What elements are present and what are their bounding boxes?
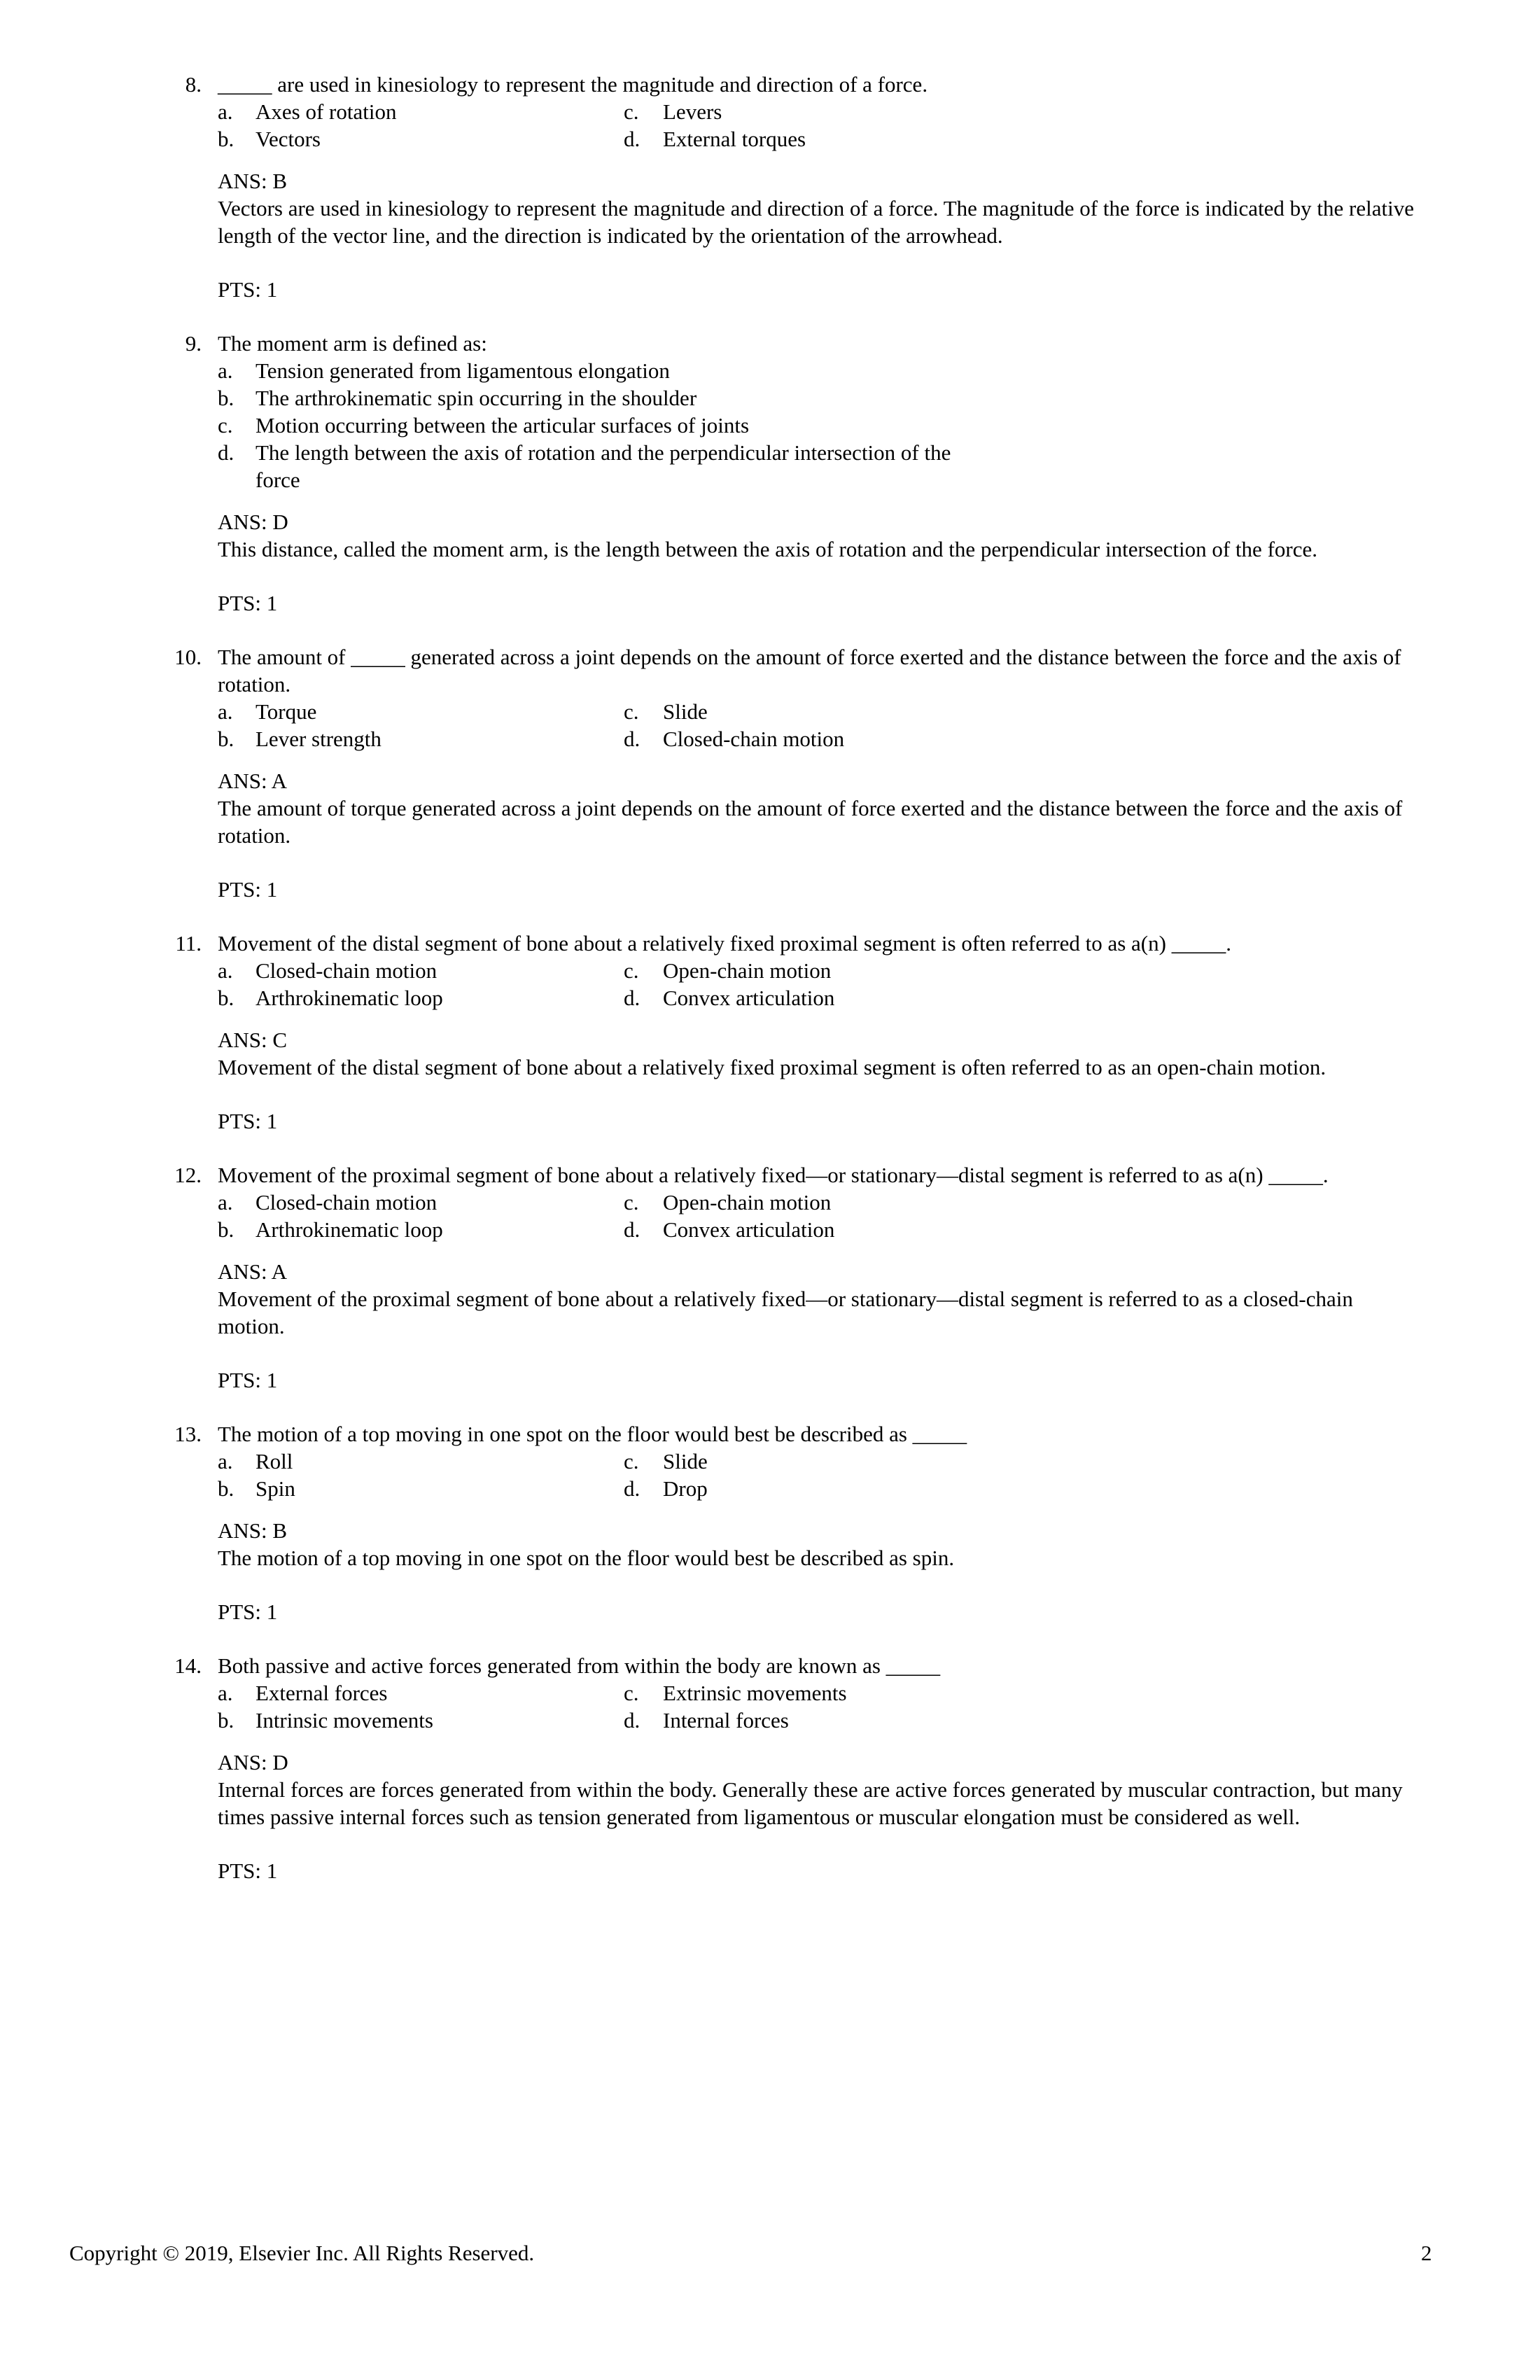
option-letter: d. — [624, 127, 640, 151]
option-text: Intrinsic movements — [255, 1708, 433, 1732]
option-letter: c. — [624, 1190, 639, 1214]
points: PTS: 1 — [218, 1368, 278, 1392]
option-letter: d. — [624, 1476, 640, 1501]
option-row — [0, 1216, 1540, 1243]
points: PTS: 1 — [218, 1858, 278, 1883]
answer-explanation: The motion of a top moving in one spot on the floor would best be described as spin. — [218, 1546, 955, 1570]
option-letter: a. — [218, 1449, 233, 1474]
option-letter: c. — [218, 413, 233, 438]
option-text: Internal forces — [663, 1708, 789, 1732]
option-letter: b. — [218, 1217, 234, 1242]
option-letter: d. — [218, 440, 234, 465]
option-row — [0, 98, 1540, 125]
option-text: Tension generated from ligamentous elongation — [255, 358, 670, 383]
question-block — [0, 1420, 1540, 1625]
answer-key: ANS: A — [218, 769, 288, 793]
option-letter: c. — [624, 99, 639, 124]
answer-options — [0, 1679, 1540, 1734]
option-row — [0, 439, 1540, 493]
option-letter: a. — [218, 1190, 233, 1214]
question-stem — [0, 71, 1422, 98]
option-letter: a. — [218, 958, 233, 983]
question-stem — [0, 1161, 1422, 1189]
option-row — [0, 984, 1540, 1011]
option-letter: d. — [624, 1708, 640, 1732]
option-letter: b. — [218, 986, 234, 1010]
option-text: Vectors — [255, 127, 321, 151]
question-number: 12. — [174, 1163, 202, 1187]
question-text: Movement of the proximal segment of bone about a relatively fixed—or stationary—distal segment is referred to as a(n) _____. — [218, 1163, 1329, 1187]
option-text: Motion occurring between the articular surfaces of joints — [255, 413, 750, 438]
answer-explanation: Movement of the distal segment of bone about a relatively fixed proximal segment is often referred to as an open-chain motion. — [218, 1055, 1326, 1079]
option-letter: a. — [218, 1681, 233, 1705]
answer-key: ANS: D — [218, 1750, 288, 1774]
option-text: Arthrokinematic loop — [255, 1217, 443, 1242]
question-number: 9. — [185, 331, 202, 356]
option-text: Convex articulation — [663, 986, 835, 1010]
option-text: Lever strength — [255, 727, 382, 751]
question-number: 11. — [175, 931, 202, 955]
answer-key: ANS: C — [218, 1028, 288, 1052]
answer-key: ANS: B — [218, 1518, 288, 1543]
option-text: The length between the axis of rotation and the perpendicular intersection of the force — [255, 440, 951, 492]
option-text: External forces — [255, 1681, 388, 1705]
answer-explanation: The amount of torque generated across a joint depends on the amount of force exerted and the distance between the force and the axis of rotation. — [218, 796, 1403, 848]
question-number: 14. — [174, 1653, 202, 1678]
option-letter: a. — [218, 699, 233, 724]
option-row — [0, 412, 1540, 439]
option-letter: a. — [218, 358, 233, 383]
points: PTS: 1 — [218, 1109, 278, 1133]
answer-key: ANS: A — [218, 1259, 288, 1284]
option-letter: b. — [218, 1476, 234, 1501]
option-text: Extrinsic movements — [663, 1681, 847, 1705]
option-text: External torques — [663, 127, 806, 151]
question-text: The motion of a top moving in one spot on the floor would best be described as _____ — [218, 1422, 967, 1446]
option-text: Slide — [663, 699, 708, 724]
question-stem — [0, 643, 1422, 698]
option-letter: c. — [624, 1449, 639, 1474]
answer-explanation: This distance, called the moment arm, is the length between the axis of rotation and the perpendicular intersection of the force. — [218, 537, 1317, 561]
option-text: Closed-chain motion — [255, 958, 438, 983]
option-text: Closed-chain motion — [255, 1190, 438, 1214]
question-text: _____ are used in kinesiology to represent the magnitude and direction of a force. — [218, 72, 928, 97]
question-block — [0, 330, 1540, 617]
option-row — [0, 698, 1540, 725]
question-stem — [0, 930, 1422, 957]
answer-options — [0, 1448, 1540, 1502]
question-stem — [0, 1420, 1422, 1448]
points: PTS: 1 — [218, 277, 278, 302]
option-text: Arthrokinematic loop — [255, 986, 443, 1010]
question-text: The moment arm is defined as: — [218, 331, 487, 356]
option-row — [0, 1679, 1540, 1707]
option-text: Spin — [255, 1476, 295, 1501]
option-row — [0, 357, 1540, 384]
option-text: Open-chain motion — [663, 1190, 832, 1214]
option-letter: d. — [624, 986, 640, 1010]
question-text: The amount of _____ generated across a joint depends on the amount of force exerted and the distance between the force and the axis of rotation. — [218, 645, 1401, 696]
answer-options — [0, 98, 1540, 153]
question-stem — [0, 1652, 1422, 1679]
option-row — [0, 725, 1540, 752]
option-text: Axes of rotation — [255, 99, 397, 124]
option-row — [0, 1189, 1540, 1216]
option-row — [0, 957, 1540, 984]
option-letter: c. — [624, 1681, 639, 1705]
option-row — [0, 1707, 1540, 1734]
option-text: Open-chain motion — [663, 958, 832, 983]
copyright-footer: Copyright © 2019, Elsevier Inc. All Rights Reserved. — [69, 2241, 535, 2265]
option-row — [0, 1475, 1540, 1502]
question-text: Movement of the distal segment of bone about a relatively fixed proximal segment is often referred to as a(n) _____. — [218, 931, 1231, 955]
option-letter: b. — [218, 386, 234, 410]
option-row — [0, 1448, 1540, 1475]
question-block — [0, 1161, 1540, 1394]
option-letter: c. — [624, 958, 639, 983]
points: PTS: 1 — [218, 1600, 278, 1624]
option-row — [0, 384, 1540, 412]
answer-key: ANS: B — [218, 169, 288, 193]
option-letter: d. — [624, 727, 640, 751]
option-letter: b. — [218, 127, 234, 151]
answer-options — [0, 957, 1540, 1011]
option-text: Torque — [255, 699, 317, 724]
option-letter: b. — [218, 727, 234, 751]
question-stem — [0, 330, 1422, 357]
points: PTS: 1 — [218, 877, 278, 902]
answer-options — [0, 1189, 1540, 1243]
option-text: Roll — [255, 1449, 293, 1474]
option-letter: c. — [624, 699, 639, 724]
answer-options — [0, 698, 1540, 752]
option-text: Drop — [663, 1476, 708, 1501]
question-block — [0, 1652, 1540, 1884]
answer-explanation: Movement of the proximal segment of bone about a relatively fixed—or stationary—distal segment is referred to as a closed-chain motion. — [218, 1287, 1353, 1338]
option-text: Slide — [663, 1449, 708, 1474]
option-text: Convex articulation — [663, 1217, 835, 1242]
option-letter: b. — [218, 1708, 234, 1732]
option-letter: a. — [218, 99, 233, 124]
option-text: The arthrokinematic spin occurring in the shoulder — [255, 386, 697, 410]
question-number: 8. — [185, 72, 202, 97]
answer-explanation: Internal forces are forces generated from within the body. Generally these are active forces generated by muscular contraction, but many times passive internal forces such as tension generated from ligamentous or muscular elongation must be considered as well. — [218, 1777, 1403, 1829]
answer-key: ANS: D — [218, 510, 288, 534]
points: PTS: 1 — [218, 591, 278, 615]
question-text: Both passive and active forces generated from within the body are known as _____ — [218, 1653, 941, 1678]
option-row — [0, 125, 1540, 153]
question-block — [0, 643, 1540, 903]
option-text: Closed-chain motion — [663, 727, 845, 751]
option-letter: d. — [624, 1217, 640, 1242]
answer-explanation: Vectors are used in kinesiology to represent the magnitude and direction of a force. The magnitude of the force is indicated by the relative length of the vector line, and the direction is indicated by the orientation of the arrowhead. — [218, 196, 1414, 248]
question-number: 10. — [174, 645, 202, 669]
page-number: 2 — [1421, 2241, 1432, 2265]
question-block — [0, 71, 1540, 303]
question-block — [0, 930, 1540, 1135]
option-text: Levers — [663, 99, 722, 124]
question-list — [0, 71, 1540, 1911]
question-number: 13. — [174, 1422, 202, 1446]
answer-options — [0, 357, 1540, 493]
